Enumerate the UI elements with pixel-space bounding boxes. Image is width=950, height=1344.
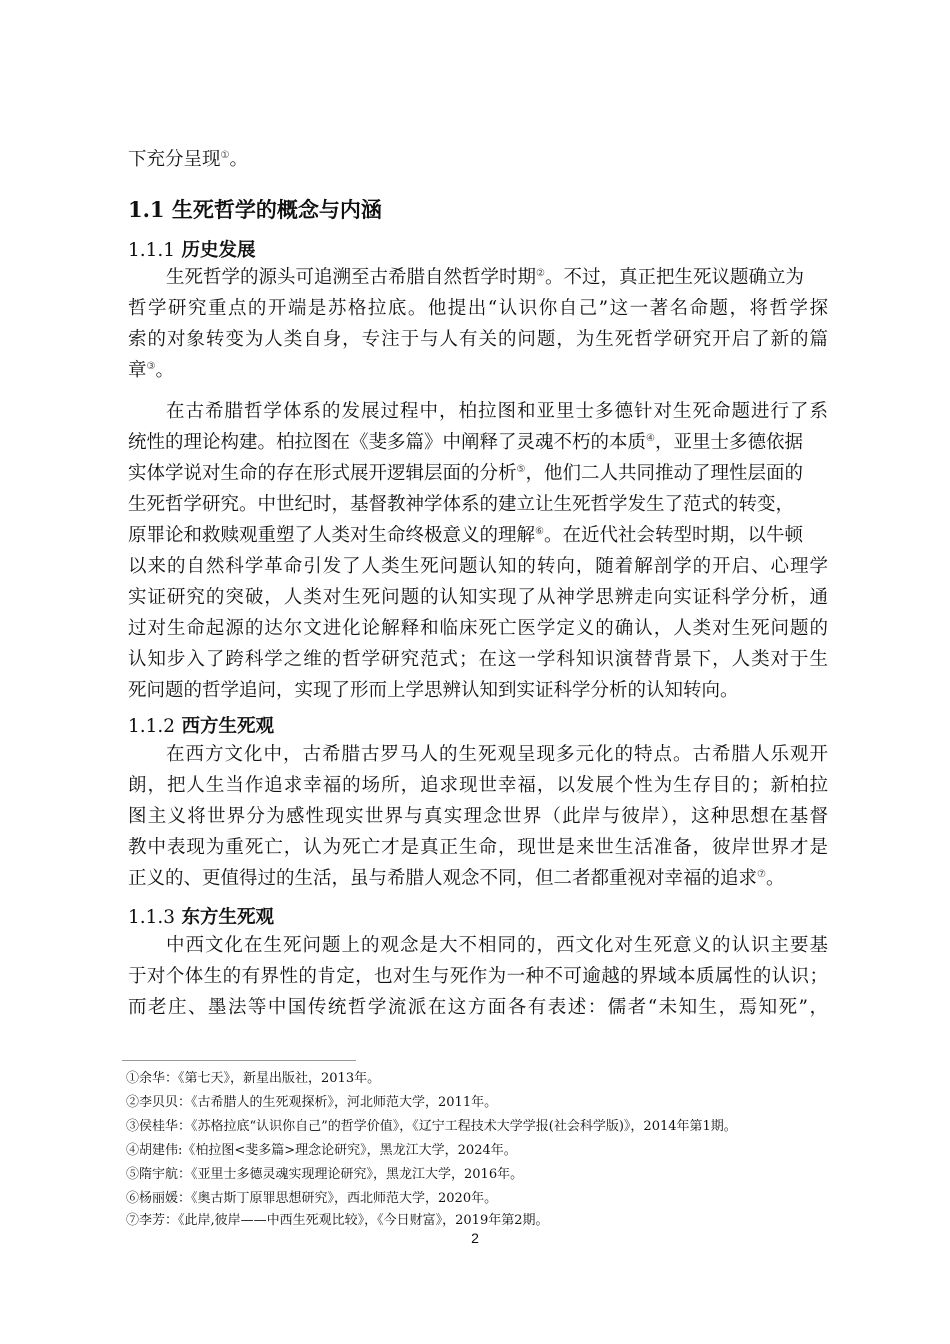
paragraph-line: 于对个体生的有界性的肯定，也对生与死作为一种不可逾越的界域本质属性的认识； — [128, 966, 828, 987]
paragraph-line: 认知步入了跨科学之维的哲学研究范式；在这一学科知识演替背景下，人类对于生 — [128, 649, 828, 670]
paragraph-line: 而老庄、墨法等中国传统哲学流派在这方面各有表述：儒者“未知生，焉知死”， — [128, 997, 828, 1018]
footnote-ref: ④ — [646, 433, 655, 444]
paragraph-line: 过对生命起源的达尔文进化论解释和临床死亡医学定义的确认，人类对生死问题的 — [128, 618, 828, 639]
paragraph-line: 实证研究的突破，人类对生死问题的认知实现了从神学思辨走向实证科学分析，通 — [128, 587, 828, 608]
paragraph-line: 统性的理论构建。柏拉图在《斐多篇》中阐释了灵魂不朽的本质④，亚里士多德依据 — [128, 432, 803, 453]
footnote-ref: ① — [220, 150, 230, 161]
paragraph-line: 索的对象转变为人类自身，专注于与人有关的问题，为生死哲学研究开启了新的篇 — [128, 329, 828, 350]
footnote: ⑦李芳：《此岸,彼岸——中西生死观比较》，《今日财富》，2019年第2期。 — [126, 1213, 549, 1228]
footnote: ④胡建伟:《柏拉图<斐多篇>理念论研究》，黑龙江大学，2024年。 — [126, 1143, 517, 1158]
paragraph-line: 教中表现为重死亡，认为死亡才是真正生命，现世是来世生活准备，彼岸世界才是 — [128, 837, 828, 858]
footnote: ⑥杨丽媛：《奥古斯丁原罪思想研究》，西北师范大学，2020年。 — [126, 1191, 498, 1206]
footnote: ⑤隋宇航：《亚里士多德灵魂实现理论研究》，黑龙江大学，2016年。 — [126, 1167, 524, 1182]
section-heading-1-1: 1.1 生死哲学的概念与内涵 — [128, 197, 382, 222]
paragraph-line: 章③。 — [128, 360, 174, 381]
paragraph-line: 原罪论和救赎观重塑了人类对生命终极意义的理解⑥。在近代社会转型时期，以牛顿 — [128, 525, 803, 546]
footnote: ③侯桂华：《苏格拉底“认识你自己”的哲学价值》，《辽宁工程技术大学学报(社会科学版)》，2014年第1期。 — [126, 1119, 737, 1134]
paragraph-line: 生死哲学研究。中世纪时，基督教神学体系的建立让生死哲学发生了范式的转变， — [128, 494, 795, 515]
footnote-ref: ③ — [146, 361, 156, 372]
paragraph-line: 朗，把人生当作追求幸福的场所，追求现世幸福，以发展个性为生存目的；新柏拉 — [128, 775, 828, 796]
footnote-divider — [122, 1060, 356, 1061]
footnote: ①余华：《第七天》，新星出版社，2013年。 — [126, 1071, 381, 1086]
paragraph-line: 实体学说对生命的存在形式展开逻辑层面的分析⑤，他们二人共同推动了理性层面的 — [128, 463, 803, 484]
footnote-ref: ⑥ — [535, 526, 544, 537]
footnote: ②李贝贝：《古希腊人的生死观探析》，河北师范大学，2011年。 — [126, 1095, 498, 1110]
paragraph-line: 正义的、更值得过的生活，虽与希腊人观念不同，但二者都重视对幸福的追求⑦。 — [128, 868, 785, 889]
paragraph-line: 中西文化在生死问题上的观念是大不相同的，西文化对生死意义的认识主要基 — [166, 935, 828, 956]
paragraph-line: 下充分呈现①。 — [128, 149, 248, 170]
page-number: 2 — [471, 1230, 479, 1246]
paragraph-line: 生死哲学的源头可追溯至古希腊自然哲学时期②。不过，真正把生死议题确立为 — [166, 267, 804, 288]
footnote-ref: ② — [536, 268, 545, 279]
paragraph-line: 哲学研究重点的开端是苏格拉底。他提出“认识你自己”这一著名命题，将哲学探 — [128, 298, 828, 319]
paragraph-line: 在西方文化中，古希腊古罗马人的生死观呈现多元化的特点。古希腊人乐观开 — [166, 744, 828, 765]
subsection-heading-1-1-1: 1.1.1 历史发展 — [128, 240, 256, 261]
paragraph-line: 以来的自然科学革命引发了人类生死问题认知的转向，随着解剖学的开启、心理学 — [128, 556, 828, 577]
footnote-ref: ⑦ — [757, 869, 766, 880]
subsection-heading-1-1-3: 1.1.3 东方生死观 — [128, 907, 275, 928]
paragraph-line: 在古希腊哲学体系的发展过程中，柏拉图和亚里士多德针对生死命题进行了系 — [166, 401, 828, 422]
paragraph-line: 死问题的哲学追问，实现了形而上学思辨认知到实证科学分析的认知转向。 — [128, 680, 739, 701]
footnote-ref: ⑤ — [516, 464, 526, 475]
subsection-heading-1-1-2: 1.1.2 西方生死观 — [128, 716, 275, 737]
paragraph-line: 图主义将世界分为感性现实世界与真实理念世界（此岸与彼岸），这种思想在基督 — [128, 806, 828, 827]
